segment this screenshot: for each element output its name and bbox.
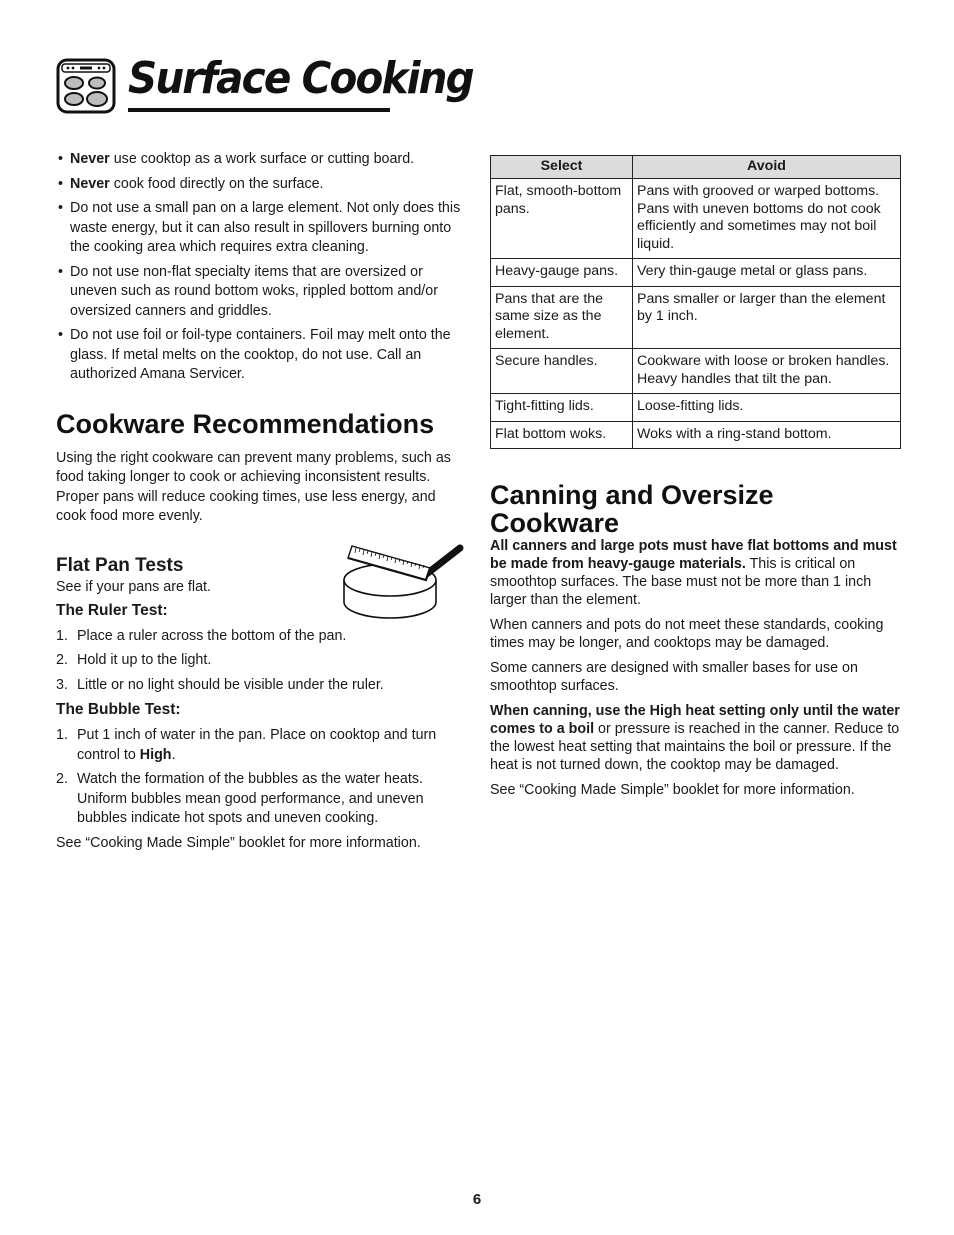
table-cell: Pans with grooved or warped bottoms. Pans with uneven bottoms do not cook efficiently and sometimes may not boil liquid.	[633, 179, 901, 259]
bubble-test-steps	[56, 726, 466, 829]
table-cell: Woks with a ring-stand bottom.	[633, 421, 901, 449]
table-row	[491, 259, 901, 287]
list-item: 3. Little or no light should be visible under the ruler.	[56, 676, 384, 693]
list-item: • Do not use foil or foil-type containers. Foil may melt onto the glass. If metal melts on the cooktop, do not use. Call an authorized Amana Servicer.	[56, 326, 466, 385]
table-cell: Secure handles.	[491, 349, 633, 394]
pan-with-ruler-icon	[338, 540, 466, 630]
table-cell: Flat, smooth-bottom pans.	[491, 179, 633, 259]
bubble-test-heading: The Bubble Test:	[56, 701, 181, 718]
flat-pan-subtitle: See if your pans are flat.	[56, 578, 211, 595]
table-row	[491, 421, 901, 449]
column-header-avoid: Avoid	[633, 156, 901, 179]
table-cell: Tight-fitting lids.	[491, 394, 633, 422]
table-cell: Pans smaller or larger than the element by 1 inch.	[633, 286, 901, 349]
cookware-recommendations-heading: Cookware Recommendations	[56, 408, 435, 439]
canning-heading: Canning and Oversize Cookware	[490, 480, 774, 538]
left-column	[56, 150, 466, 853]
canning-paragraph-1: All canners and large pots must have flat bottoms and must be made from heavy-gauge materials. This is critical on smoothtop surfaces. The base must not be more than 1 inch larger than the element.	[490, 538, 897, 608]
table-row	[491, 286, 901, 349]
list-item: • Never cook food directly on the surface.	[56, 175, 466, 195]
flat-pan-tests-heading: Flat Pan Tests	[56, 554, 184, 576]
flat-pan-tests-section	[56, 554, 466, 854]
canning-paragraph-4: When canning, use the High heat setting only until the water comes to a boil or pressure is reached in the canner. Reduce to the lowest heat setting that maintains the boil or pressure. If the heat is not turned down, the cooktop may be damaged.	[490, 703, 900, 773]
table-header-row	[491, 156, 901, 179]
canning-paragraph-5: See “Cooking Made Simple” booklet for more information.	[490, 782, 855, 798]
table-cell: Flat bottom woks.	[491, 421, 633, 449]
table-row	[491, 179, 901, 259]
table-row	[491, 394, 901, 422]
page-title: Surface Cooking	[128, 53, 473, 104]
canning-paragraph-3: Some canners are designed with smaller bases for use on smoothtop surfaces.	[490, 660, 858, 694]
canning-paragraph-2: When canners and pots do not meet these standards, cooking times may be longer, and cooktops may be damaged.	[490, 617, 884, 651]
table-cell: Very thin-gauge metal or glass pans.	[633, 259, 901, 287]
list-item: • Do not use a small pan on a large element. Not only does this waste energy, but it can also result in spillovers burning onto the cooking area which requires extra cleaning.	[56, 199, 466, 258]
page-number: 6	[472, 1191, 482, 1208]
right-column	[490, 155, 902, 799]
list-item: 2. Hold it up to the light.	[56, 652, 212, 668]
ruler-test-steps	[56, 627, 466, 696]
recommendations-intro: Using the right cookware can prevent many problems, such as food taking longer to cook or achieving inconsistent results. Proper pans will reduce cooking times, use less energy, and cook food more evenly.	[56, 449, 451, 524]
list-item: • Do not use non-flat specialty items that are oversized or uneven such as round bottom woks, rippled bottom and/or oversized canners and griddles.	[56, 263, 466, 322]
column-header-select: Select	[491, 156, 633, 179]
list-item: 1. Put 1 inch of water in the pan. Place on cooktop and turn control to High.	[56, 727, 437, 763]
table-row	[491, 349, 901, 394]
table-cell: Pans that are the same size as the element.	[491, 286, 633, 349]
list-item: 1. Place a ruler across the bottom of the pan.	[56, 627, 347, 644]
ruler-test-heading: The Ruler Test:	[56, 601, 168, 619]
table-cell: Heavy-gauge pans.	[491, 259, 633, 287]
cooktop-icon	[56, 58, 116, 114]
cookware-table	[490, 155, 901, 449]
list-item: • Never use cooktop as a work surface or cutting board.	[56, 150, 466, 170]
flat-pan-note: See “Cooking Made Simple” booklet for more information.	[56, 834, 421, 851]
title-underline	[128, 108, 390, 112]
table-cell: Cookware with loose or broken handles. Heavy handles that tilt the pan.	[633, 349, 901, 394]
table-cell: Loose-fitting lids.	[633, 394, 901, 422]
list-item: 2. Watch the formation of the bubbles as the water heats. Uniform bubbles mean good performance, and uneven bubbles indicate hot spots and uneven cooking.	[56, 771, 424, 826]
warning-list	[56, 150, 466, 385]
